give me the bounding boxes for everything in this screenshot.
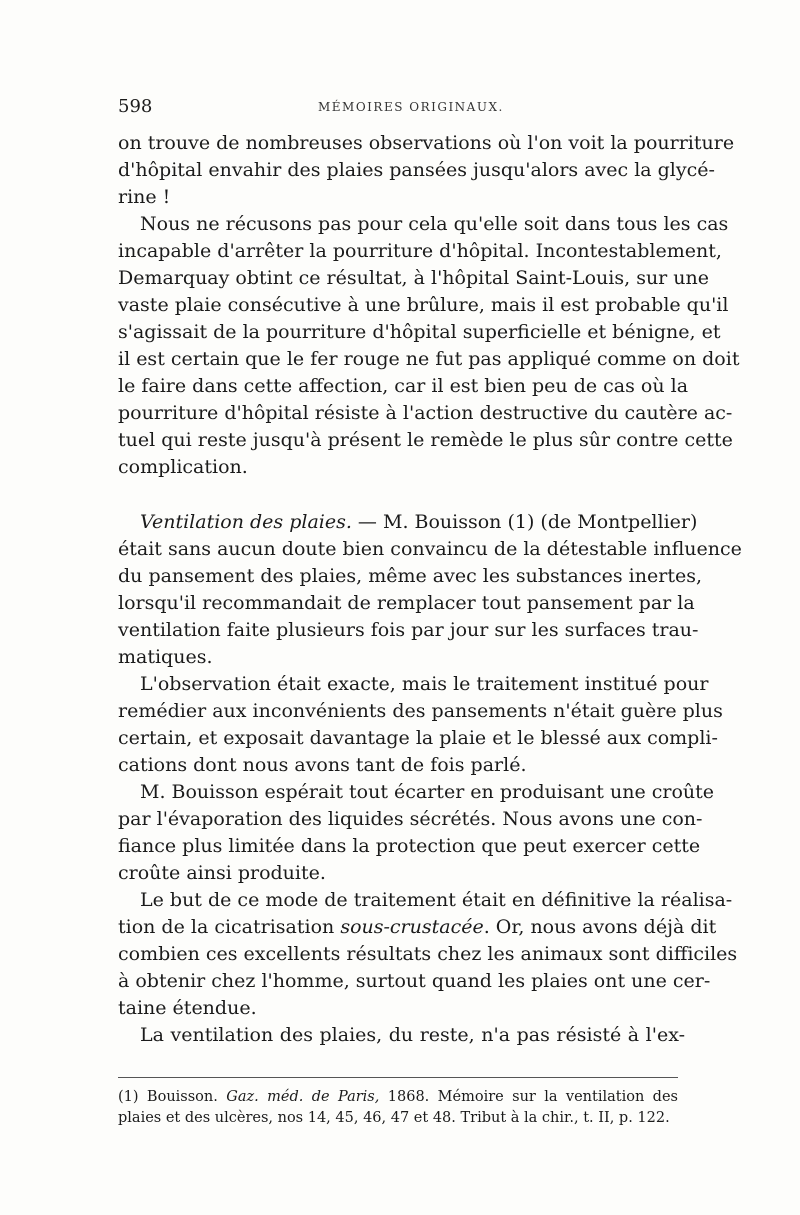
text-line: ventilation faite plusieurs fois par jour sur les surfaces trau- bbox=[118, 619, 699, 641]
text-line: remédier aux inconvénients des pansements n'était guère plus bbox=[118, 700, 723, 722]
running-head: MÉMOIRES ORIGINAUX. bbox=[318, 100, 504, 114]
journal-name: Gaz. méd. de Paris, bbox=[226, 1089, 380, 1105]
text-line: par l'évaporation des liquides sécrétés. Nous avons une con- bbox=[118, 808, 703, 830]
text-line: matiques. bbox=[118, 646, 213, 668]
text-line: pourriture d'hôpital résiste à l'action destructive du cautère ac- bbox=[118, 402, 733, 424]
text-line: complication. bbox=[118, 456, 248, 478]
text-line: vaste plaie consécutive à une brûlure, mais il est probable qu'il bbox=[118, 294, 729, 316]
page-header bbox=[118, 96, 685, 120]
text-line: était sans aucun doute bien convaincu de la détestable influence bbox=[118, 538, 742, 560]
text-line: s'agissait de la pourriture d'hôpital superficielle et bénigne, et bbox=[118, 321, 721, 343]
page-number: 598 bbox=[118, 96, 153, 117]
title-dash: — bbox=[351, 511, 383, 533]
footnote-rule bbox=[118, 1077, 678, 1078]
text-line: incapable d'arrêter la pourriture d'hôpital. Incontestablement, bbox=[118, 240, 722, 262]
text-line: Demarquay obtint ce résultat, à l'hôpital Saint-Louis, sur une bbox=[118, 267, 710, 289]
text-line: croûte ainsi produite. bbox=[118, 862, 326, 884]
footnote bbox=[118, 1087, 678, 1129]
text-line: Le but de ce mode de traitement était en définitive la réalisa- bbox=[140, 889, 733, 911]
text-line: La ventilation des plaies, du reste, n'a pas résisté à l'ex- bbox=[140, 1024, 685, 1046]
text-line: cations dont nous avons tant de fois parlé. bbox=[118, 754, 527, 776]
text-line: M. Bouisson espérait tout écarter en produisant une croûte bbox=[140, 781, 715, 803]
text-line: Nous ne récusons pas pour cela qu'elle soit dans tous les cas bbox=[140, 213, 729, 235]
text-line: le faire dans cette affection, car il est bien peu de cas où la bbox=[118, 375, 689, 397]
text-line: à obtenir chez l'homme, surtout quand les plaies ont une cer- bbox=[118, 970, 711, 992]
text-line: lorsqu'il recommandait de remplacer tout pansement par la bbox=[118, 592, 695, 614]
text-line: d'hôpital envahir des plaies pansées jusqu'alors avec la glycé- bbox=[118, 159, 715, 181]
footnote-line: (1) Bouisson. Gaz. méd. de Paris, 1868. Mémoire sur la ventilation des bbox=[118, 1089, 678, 1105]
text-line: fiance plus limitée dans la protection que peut exercer cette bbox=[118, 835, 701, 857]
section-heading-line: Ventilation des plaies. — M. Bouisson (1) (de Montpellier) bbox=[140, 511, 698, 533]
text-line: certain, et exposait davantage la plaie et le blessé aux compli- bbox=[118, 727, 718, 749]
text-line: rine ! bbox=[118, 186, 171, 208]
text-line: du pansement des plaies, même avec les substances inertes, bbox=[118, 565, 702, 587]
text-line: on trouve de nombreuses observations où l'on voit la pourriture bbox=[118, 132, 735, 154]
text-line: tion de la cicatrisation sous-crustacée. Or, nous avons déjà dit bbox=[118, 916, 717, 938]
text-line: tuel qui reste jusqu'à présent le remède le plus sûr contre cette bbox=[118, 429, 733, 451]
text-line: il est certain que le fer rouge ne fut pas appliqué comme on doit bbox=[118, 348, 740, 370]
italic-term: sous-crustacée bbox=[340, 916, 484, 938]
text-line: taine étendue. bbox=[118, 997, 257, 1019]
footnote-line: plaies et des ulcères, nos 14, 45, 46, 47 et 48. Tribut à la chir., t. II, p. 122. bbox=[118, 1110, 670, 1126]
text-line: L'observation était exacte, mais le traitement institué pour bbox=[140, 673, 709, 695]
section-title: Ventilation des plaies. bbox=[140, 511, 352, 533]
text-line: combien ces excellents résultats chez les animaux sont difficiles bbox=[118, 943, 738, 965]
body-text bbox=[118, 130, 742, 1049]
